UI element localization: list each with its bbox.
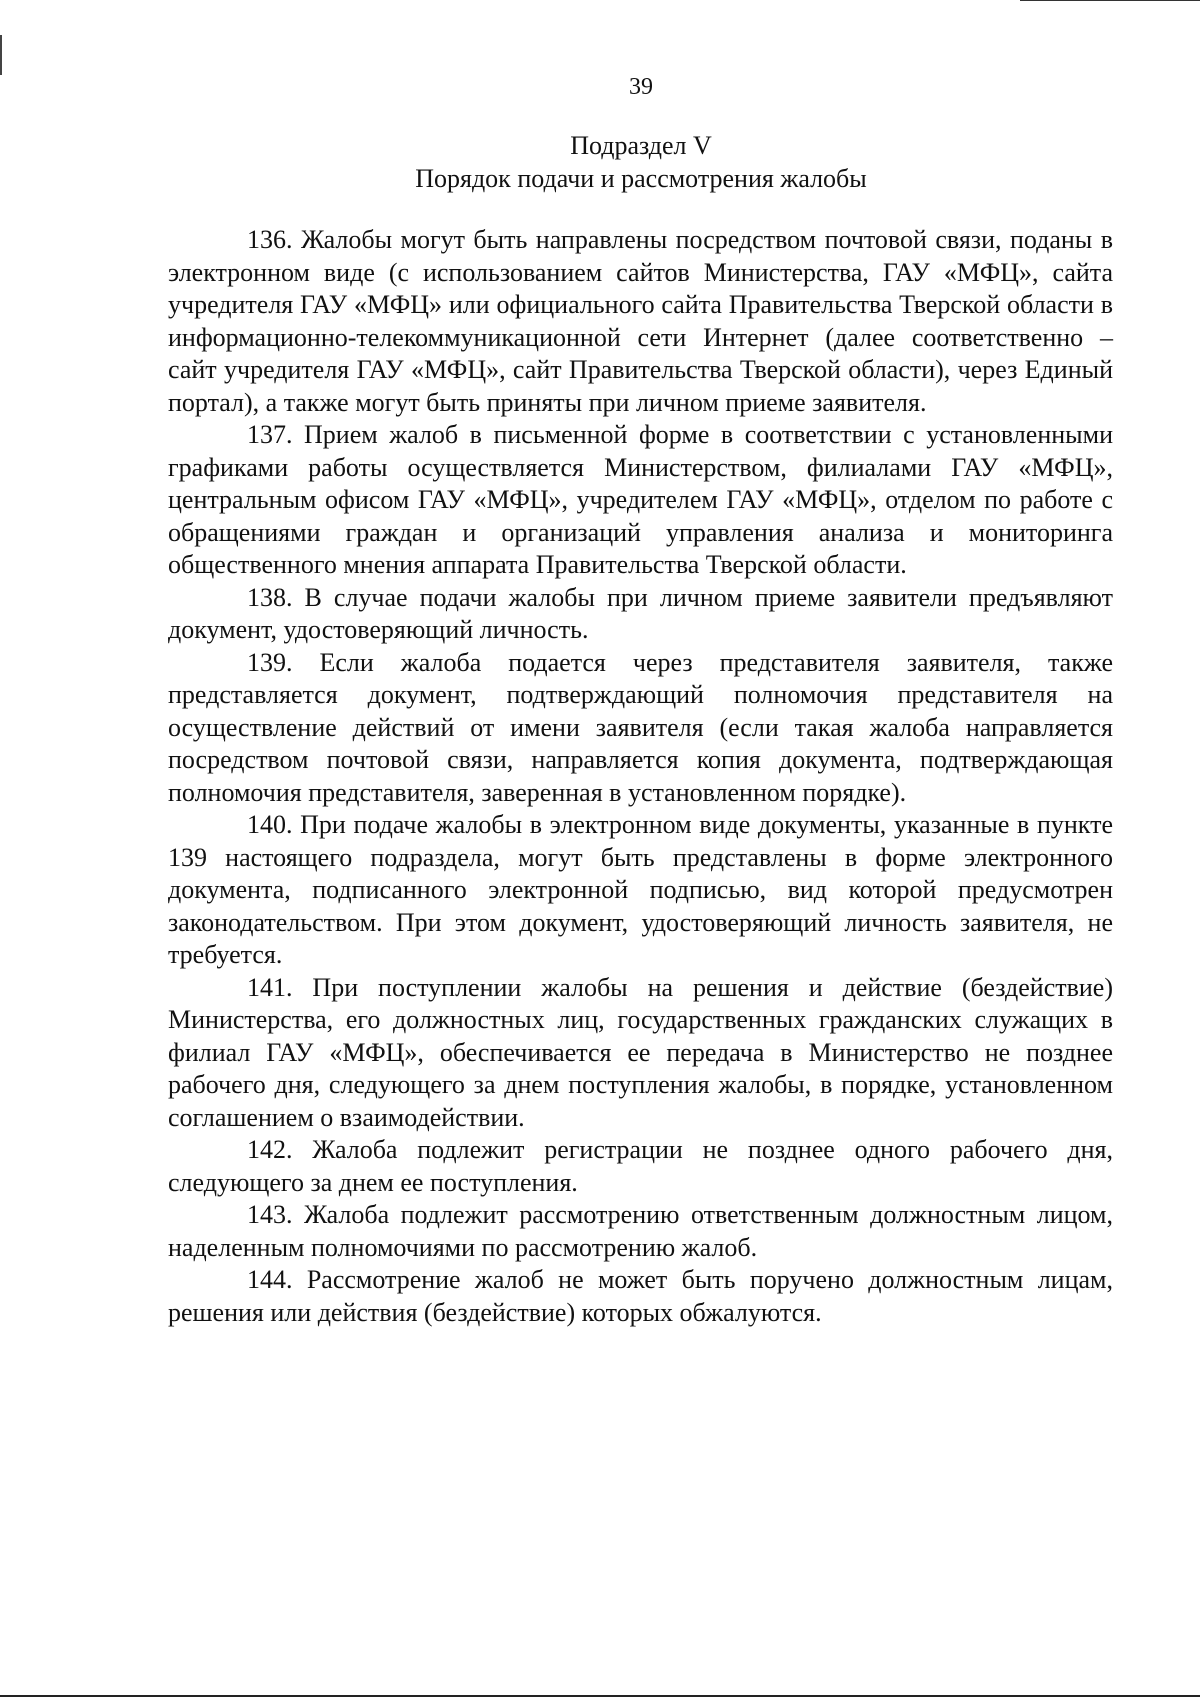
- subsection-title: Подраздел V: [570, 131, 712, 160]
- page-number: 39: [629, 74, 653, 100]
- paragraph-140: 140. При подаче жалобы в электронном виде документы, указанные в пункте 139 настоящего подраздела, могут быть представлены в форме электронного документа, подписанного электронной подписью, вид которой предусмотрен законодательством. При этом документ, удостоверяющий личность заявителя, не требуется.: [168, 810, 1113, 969]
- paragraph-139: 139. Если жалоба подается через представителя заявителя, также представляется документ, подтверждающий полномочия представителя на осуществление действий от имени заявителя (если такая жалоба направляется посредством почтовой связи, направляется копия документа, подтверждающая полномочия представителя, заверенная в установленном порядке).: [168, 647, 1113, 807]
- paragraph-138: 138. В случае подачи жалобы при личном приеме заявители предъявляют документ, удостоверяющий личность.: [168, 582, 1113, 644]
- subsection-subtitle: Порядок подачи и рассмотрения жалобы: [415, 164, 867, 193]
- scan-edge-mark: [0, 35, 2, 75]
- paragraph-136: 136. Жалобы могут быть направлены посредством почтовой связи, поданы в электронном виде (с использованием сайтов Министерства, ГАУ «МФЦ», сайта учредителя ГАУ «МФЦ» или официального сайта Правительства Тверской области в информационно-телекоммуникационной сети Интернет (далее соответственно – сайт учредителя ГАУ «МФЦ», сайт Правительства Тверской области), через Единый портал), а также могут быть приняты при личном приеме заявителя.: [168, 225, 1113, 417]
- paragraph-137: 137. Прием жалоб в письменной форме в соответствии с установленными графиками работы осуществляется Министерством, филиалами ГАУ «МФЦ», центральным офисом ГАУ «МФЦ», учредителем ГАУ «МФЦ», отделом по работе с обращениями граждан и организаций управления анализа и мониторинга общественного мнения аппарата Правительства Тверской области.: [168, 420, 1113, 579]
- paragraph-141: 141. При поступлении жалобы на решения и действие (бездействие) Министерства, его должностных лиц, государственных гражданских служащих в филиал ГАУ «МФЦ», обеспечивается ее передача в Министерство не позднее рабочего дня, следующего за днем поступления жалобы, в порядке, установленном соглашением о взаимодействии.: [168, 972, 1113, 1132]
- scan-edge-mark: [1020, 0, 1200, 1]
- paragraph-142: 142. Жалоба подлежит регистрации не позднее одного рабочего дня, следующего за днем ее поступления.: [168, 1135, 1113, 1197]
- document-body: [168, 224, 1113, 1329]
- paragraph-143: 143. Жалоба подлежит рассмотрению ответственным должностным лицом, наделенным полномочиями по рассмотрению жалоб.: [168, 1200, 1113, 1262]
- paragraph-144: 144. Рассмотрение жалоб не может быть поручено должностным лицам, решения или действия (бездействие) которых обжалуются.: [168, 1265, 1113, 1327]
